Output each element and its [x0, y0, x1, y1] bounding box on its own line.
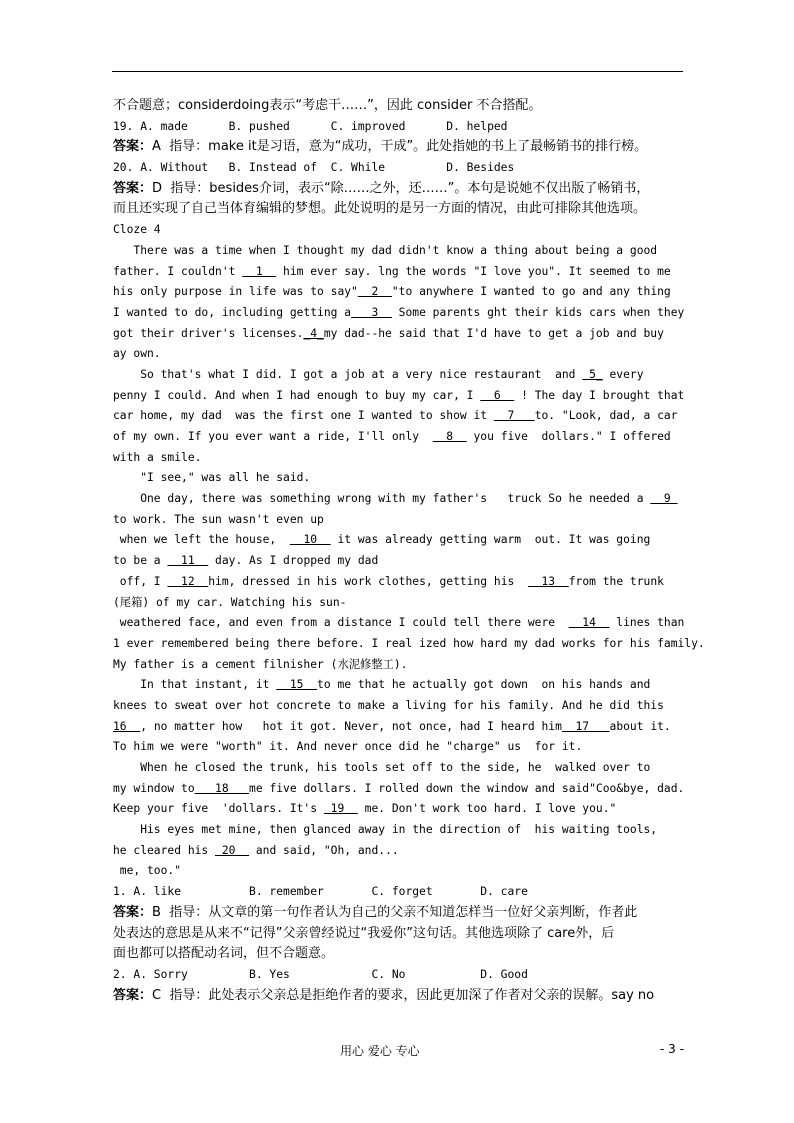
page-number: - 3 - [660, 1042, 684, 1056]
text-line [113, 448, 691, 469]
text-line [113, 593, 691, 614]
footer-motto: 用心 爱心 专心 [340, 1044, 420, 1058]
text-segment: penny I could. And when I had enough to buy my car, I [113, 388, 481, 402]
text-segment: 1. A. like B. remember C. forget D. care [113, 885, 528, 899]
text-line [113, 489, 691, 510]
text-line [113, 241, 691, 262]
blank-number: 6 [480, 388, 515, 402]
blank-number: 18 [194, 781, 250, 795]
text-line [113, 468, 691, 489]
text-segment: 面也都可以搭配动名词，但不合题意。 [113, 946, 335, 962]
text-line [113, 551, 691, 572]
blank-number: 20 [215, 843, 250, 857]
text-segment: to me that he actually got down on his hands and [317, 678, 651, 692]
text-segment: my window to [113, 781, 195, 795]
text-line [113, 613, 691, 634]
text-segment: C 指导：此处表示父亲总是拒绝作者的要求，因此更加深了作者对父亲的误解。say no [152, 987, 655, 1003]
text-line [113, 137, 691, 158]
text-line [113, 779, 691, 800]
text-segment: every [602, 367, 644, 381]
text-line [113, 344, 691, 365]
blank-number: 1 [242, 264, 277, 278]
header-rule [112, 71, 683, 72]
text-segment: 19. A. made B. pushed C. improved D. helped [113, 119, 508, 133]
text-line [113, 303, 691, 324]
text-segment: off, I [113, 574, 168, 588]
blank-number: _4_ [303, 326, 324, 340]
text-segment: car home, my dad was the first one I wanted to show it [113, 409, 494, 423]
text-segment: In that instant, it [113, 678, 277, 692]
text-line [113, 158, 691, 179]
text-line [113, 179, 691, 200]
text-line [113, 986, 691, 1007]
blank-number: 2 [357, 285, 392, 299]
blank-number: 13 [527, 574, 569, 588]
text-line [113, 220, 691, 241]
text-segment: him, dressed in his work clothes, getting his [208, 574, 528, 588]
text-segment: his only purpose in life was to say" [113, 285, 358, 299]
blank-number: 11 [167, 554, 209, 568]
text-line [113, 199, 691, 220]
blank-number: 5_ [582, 367, 603, 381]
blank-number: 14 [568, 616, 610, 630]
text-segment: me five dollars. I rolled down the window and said"Coo&bye, dad. [249, 781, 685, 795]
text-line [113, 841, 691, 862]
text-line [113, 965, 691, 986]
text-segment: me. Don't work too hard. I love you." [357, 802, 617, 816]
text-line [113, 386, 691, 407]
blank-number: 7 [493, 409, 535, 423]
text-segment: My father is a cement filnisher (水泥修整工). [113, 657, 408, 671]
text-segment: 1 ever remembered being there before. I real ized how hard my dad works for his family. [113, 636, 705, 650]
text-segment: when we left the house, [113, 533, 290, 547]
text-segment: father. I couldn't [113, 264, 243, 278]
text-segment: So that's what I did. I got a job at a very nice restaurant and [113, 367, 583, 381]
text-segment: One day, there was something wrong with my father's truck So he needed a [113, 492, 651, 506]
answer-label: 答案： [113, 180, 153, 196]
text-segment: day. As I dropped my dad [208, 554, 379, 568]
text-line [113, 924, 691, 945]
text-segment: 处表达的意思是从来不“记得”父亲曾经说过“我爱你”这句话。其他选项除了 care外，后 [113, 925, 615, 941]
text-segment: 2. A. Sorry B. Yes C. No D. Good [113, 967, 528, 981]
text-segment: To him we were "worth" it. And never once did he "charge" us for it. [113, 740, 583, 754]
text-segment: he cleared his [113, 843, 216, 857]
text-line [113, 758, 691, 779]
text-segment: to be a [113, 554, 168, 568]
text-segment: , no matter how hot it got. Never, not once, had I heard him [140, 719, 562, 733]
blank-number: 9 [650, 492, 678, 506]
text-line [113, 282, 691, 303]
text-line [113, 944, 691, 965]
text-segment: it was already getting warm out. It was going [330, 533, 651, 547]
text-segment: knees to sweat over hot concrete to make a living for his family. And he did this [113, 698, 664, 712]
text-segment: about it. [609, 719, 671, 733]
blank-number: 16 [113, 719, 141, 733]
text-line [113, 262, 691, 283]
text-segment: 20. A. Without B. Instead of C. While D. Besides [113, 161, 515, 175]
text-segment: His eyes met mine, then glanced away in the direction of his waiting tools, [113, 823, 658, 837]
blank-number: 17 [561, 719, 610, 733]
text-segment: "to anywhere I wanted to go and any thing [391, 285, 671, 299]
text-segment: ! The day I brought that [514, 388, 685, 402]
text-line [113, 96, 691, 117]
text-line [113, 717, 691, 738]
text-segment: 不合题意；considerdoing表示“考虑干……”，因此 consider 不合搭配。 [113, 98, 542, 113]
text-line [113, 696, 691, 717]
answer-label: 答案： [113, 904, 153, 920]
text-segment: to. "Look, dad, a car [534, 409, 678, 423]
text-segment: got their driver's licenses. [113, 326, 304, 340]
text-line [113, 324, 691, 345]
text-segment: There was a time when I thought my dad didn't know a thing about being a good [113, 243, 658, 257]
text-segment: him ever say. lng the words "I love you". It seemed to me [276, 264, 671, 278]
text-segment: I wanted to do, including getting a [113, 305, 352, 319]
text-segment: D 指导：besides介词，表示“除……之外，还……”。本句是说她不仅出版了畅销书， [152, 180, 650, 196]
text-line [113, 882, 691, 903]
text-line [113, 510, 691, 531]
text-line [113, 655, 691, 676]
text-segment: lines than [609, 616, 685, 630]
text-line [113, 530, 691, 551]
blank-number: 15 [276, 678, 318, 692]
text-line [113, 820, 691, 841]
text-line [113, 903, 691, 924]
text-line [113, 365, 691, 386]
document-body [113, 96, 705, 1006]
text-segment: B 指导：从文章的第一句作者认为自己的父亲不知道怎样当一位好父亲判断，作者此 [152, 904, 638, 920]
text-segment: 而且还实现了自己当体育编辑的梦想。此处说明的是另一方面的情况，由此可排除其他选项。 [113, 201, 647, 217]
blank-number: 8 [432, 430, 467, 443]
text-line [113, 675, 691, 696]
blank-number: 19 [323, 802, 358, 816]
text-segment: "I see," was all he said. [113, 471, 311, 485]
text-segment: from the trunk [568, 574, 664, 588]
text-segment: to work. The sun wasn't even up [113, 512, 324, 526]
text-segment: with a smile. [113, 450, 202, 464]
answer-label: 答案： [113, 987, 153, 1003]
text-line [113, 572, 691, 593]
text-line [113, 861, 691, 882]
text-segment: and said, "Oh, and... [249, 843, 399, 857]
text-line [113, 117, 691, 138]
text-segment: Cloze 4 [113, 223, 161, 237]
text-segment: (尾箱) of my car. Watching his sun- [113, 595, 347, 609]
text-segment: of my own. If you ever want a ride, I'll only [113, 430, 433, 443]
text-segment: Keep your five 'dollars. It's [113, 802, 324, 816]
text-segment: When he closed the trunk, his tools set off to the side, he walked over to [113, 761, 651, 774]
text-line [113, 427, 691, 448]
blank-number: 10 [289, 533, 331, 547]
text-line [113, 406, 691, 427]
text-line [113, 799, 691, 820]
text-line [113, 634, 705, 655]
text-segment: you five dollars." I offered [466, 430, 671, 443]
text-segment: Some parents ght their kids cars when they [391, 305, 685, 319]
answer-label: 答案： [113, 139, 153, 155]
blank-number: 12 [167, 574, 209, 588]
text-segment: me, too." [113, 864, 182, 878]
text-line [113, 737, 691, 758]
text-segment: ay own. [113, 347, 161, 361]
text-segment: weathered face, and even from a distance I could tell there were [113, 616, 569, 630]
text-segment: A 指导：make it是习语，意为“成功，干成”。此处指她的书上了最畅销书的排行榜。 [152, 139, 648, 155]
blank-number: 3 [351, 305, 392, 319]
text-segment: my dad--he said that I'd have to get a job and buy [323, 326, 664, 340]
